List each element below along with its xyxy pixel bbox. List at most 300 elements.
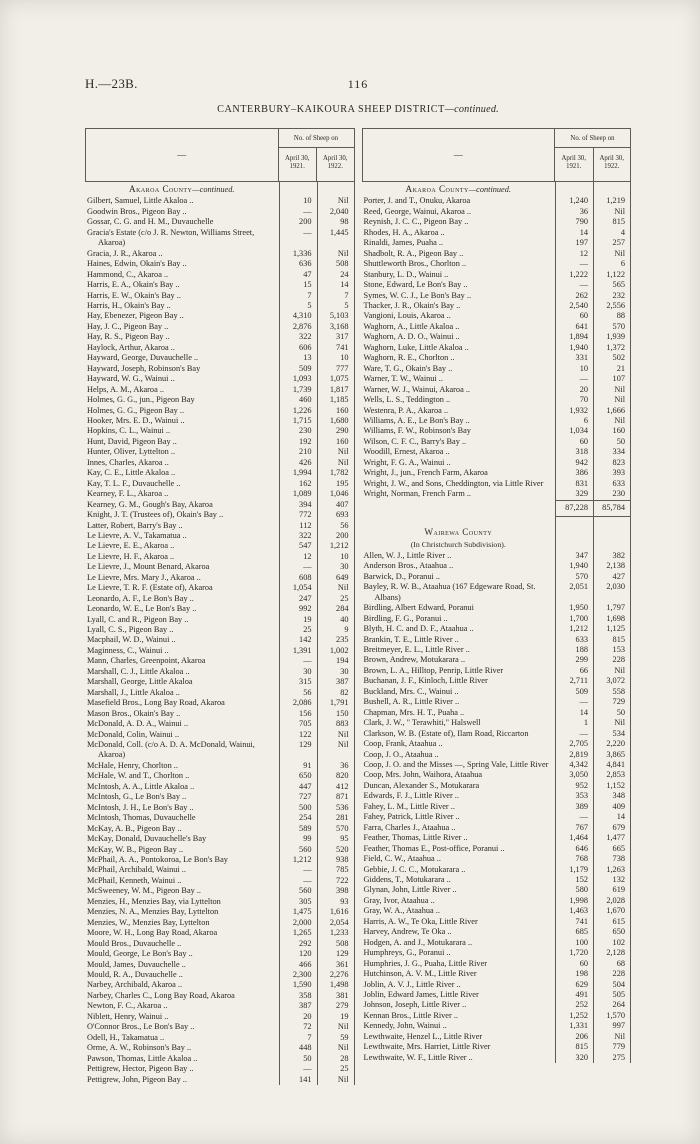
owner-name: Mould Bros., Duvauchelle .. [87, 938, 182, 948]
owner-name: McPhail, Archibald, Wainui .. [87, 865, 186, 875]
sheep-1921: 1,179 [555, 865, 593, 875]
sheep-1922-cell [593, 182, 631, 196]
owner-name: Le Lievre, E. E., Akaroa .. [87, 541, 175, 551]
sheep-1921: 1,464 [555, 833, 593, 843]
sheep-1921: 831 [555, 479, 593, 489]
table-row [85, 207, 355, 217]
sheep-1922: 508 [317, 259, 355, 269]
sheep-1921: 1,240 [555, 196, 593, 206]
sheep-1922: 4,841 [593, 760, 631, 770]
sheep-1921: — [279, 228, 317, 249]
table-row [85, 855, 355, 865]
owner-name: Barwick, D., Poranui .. [363, 571, 441, 581]
paper-reference: H.—23B. [85, 76, 138, 91]
sheep-1922: 409 [593, 802, 631, 812]
sheep-1922: 50 [593, 437, 631, 447]
sheep-1922: 693 [317, 510, 355, 520]
table-row [85, 991, 355, 1001]
owner-name: Wright, J. W., and Sons, Cheddington, via Little River [363, 478, 544, 488]
sheep-1921: 2,000 [279, 918, 317, 928]
table-row [362, 666, 632, 676]
sheep-1922: 21 [593, 364, 631, 374]
owner-name: Stone, Edward, Le Bon's Bay .. [363, 280, 468, 290]
table-row [85, 562, 355, 572]
sheep-1922: 381 [317, 991, 355, 1001]
owner-name: Warner, W. J., Wainui, Akaroa .. [363, 384, 470, 394]
owner-name: McKay, Donald, Duvauchelle's Bay [87, 834, 207, 844]
sheep-1922: 24 [317, 270, 355, 280]
col-header-1921: April 30, 1921. [284, 155, 310, 171]
sheep-1922: 14 [593, 812, 631, 822]
sheep-1922: 56 [317, 521, 355, 531]
owner-name: Macphail, W. D., Wainui .. [87, 635, 176, 645]
table-row [85, 949, 355, 959]
sheep-1922: 5 [317, 301, 355, 311]
owner-name: Hutchinson, A. V. M., Little River [363, 969, 477, 979]
table-row [85, 301, 355, 311]
table-columns [85, 128, 631, 1085]
owner-name: Harris, E. W., Okain's Bay .. [87, 290, 181, 300]
table-row [362, 437, 632, 447]
sheep-1922: 195 [317, 479, 355, 489]
owner-name: Kearney, F. L., Akaroa .. [87, 489, 169, 499]
table-row [85, 1054, 355, 1064]
sheep-1922: 558 [593, 687, 631, 697]
owner-name: Giddens, T., Motukarara .. [363, 875, 451, 884]
table-row [362, 1000, 632, 1010]
sheep-1922: 382 [593, 551, 631, 561]
sheep-1921: 547 [279, 541, 317, 551]
table-row [85, 740, 355, 761]
sheep-1922: 68 [593, 959, 631, 969]
owner-name: Hay, J. C., Pigeon Bay .. [87, 321, 169, 331]
table-row [85, 907, 355, 917]
table-row [85, 374, 355, 384]
table-row [85, 437, 355, 447]
sheep-1921: 197 [555, 238, 593, 248]
total-sheep-1921: 87,228 [555, 500, 593, 517]
sheep-1921: 1,932 [555, 406, 593, 416]
table-row [85, 1012, 355, 1022]
table-row [85, 426, 355, 436]
sheep-1922: 317 [317, 332, 355, 342]
owner-name: Gossar, C. G. and H. M., Duvauchelle [87, 217, 214, 227]
sheep-1921: 347 [555, 551, 593, 561]
sheep-1921: 262 [555, 291, 593, 301]
sheep-1921: 322 [279, 531, 317, 541]
table-row [362, 802, 632, 812]
owner-name: Shadbolt, R. A., Pigeon Bay .. [363, 248, 464, 258]
owner-name: Pettigrew, Hector, Pigeon Bay .. [87, 1064, 194, 1074]
table-row [85, 468, 355, 478]
sheep-1921: 12 [555, 249, 593, 259]
owner-name: Hodgen, A. and J., Motukarara .. [363, 937, 473, 947]
sheep-1921: — [555, 812, 593, 822]
sheep-1922: 284 [317, 604, 355, 614]
owner-name: Lyall, C. S., Pigeon Bay .. [87, 625, 174, 635]
sheep-1922: Nil [317, 196, 355, 206]
sheep-1921: 942 [555, 458, 593, 468]
sheep-1921: 741 [555, 917, 593, 927]
table-row [85, 531, 355, 541]
table-row [85, 447, 355, 457]
sheep-1921: 650 [279, 771, 317, 781]
sheep-1922-cell [317, 182, 355, 196]
owner-name: Mould, R. A., Duvauchelle .. [87, 969, 183, 979]
sheep-1921: 100 [555, 938, 593, 948]
sheep-1921: 1,475 [279, 907, 317, 917]
owner-name: Gebbie, J. C. C., Motukarara .. [363, 864, 466, 874]
sheep-1921: 2,300 [279, 970, 317, 980]
sheep-1922: 3,072 [593, 676, 631, 686]
owner-name: Field, C. W., Ataahua .. [363, 854, 441, 864]
sheep-1921: — [555, 729, 593, 739]
owner-name: Breitmeyer, E. L., Little River .. [363, 645, 470, 655]
sheep-1921: 14 [555, 228, 593, 238]
sheep-1922: 2,028 [593, 896, 631, 906]
sheep-1921: 141 [279, 1075, 317, 1085]
owner-name: Reed, George, Wainui, Akaroa .. [363, 206, 472, 216]
table-row [85, 656, 355, 666]
right-column [362, 128, 632, 1085]
owner-name: Kay, T. L. F., Duvauchelle .. [87, 478, 181, 488]
sheep-1921: 299 [555, 655, 593, 665]
sheep-1922: Nil [593, 666, 631, 676]
sheep-1922: 1,233 [317, 928, 355, 938]
section-title: Akaroa County [129, 184, 193, 194]
table-row [85, 406, 355, 416]
sheep-1922: 505 [593, 990, 631, 1000]
table-row [85, 1043, 355, 1053]
table-row [362, 228, 632, 238]
owner-name: Coop, J. O. and the Misses —, Spring Vale, Little River [363, 760, 549, 770]
table-row [85, 677, 355, 687]
sheep-1921: 767 [555, 823, 593, 833]
owner-name: Mould, George, Le Bon's Bay .. [87, 949, 193, 959]
owner-name: Waghorn, R. E., Chorlton .. [363, 353, 455, 363]
table-row [362, 708, 632, 718]
owner-name: Humphries, J. G., Puaha, Little River [363, 958, 488, 968]
sheep-1922: 25 [317, 594, 355, 604]
table-row [362, 280, 632, 290]
owner-name: Marshall, J., Little Akaloa .. [87, 687, 180, 697]
table-row [85, 667, 355, 677]
sheep-1921: 570 [555, 572, 593, 582]
sheep-1922: 1,670 [593, 906, 631, 916]
table-row [85, 1022, 355, 1032]
table-row [85, 322, 355, 332]
sheep-1921: — [279, 876, 317, 886]
sheep-1921: 1,331 [555, 1021, 593, 1031]
sheep-1922: 570 [593, 322, 631, 332]
sheep-1921: 1,391 [279, 646, 317, 656]
table-row [362, 833, 632, 843]
sheep-1922: Nil [317, 1075, 355, 1085]
sheep-1922: 1,680 [317, 416, 355, 426]
owner-name: McKay, A. B., Pigeon Bay .. [87, 823, 182, 833]
table-row [362, 1053, 632, 1063]
table-row [85, 615, 355, 625]
owner-name: Anderson Bros., Ataahua .. [363, 561, 454, 571]
sheep-1921: 3,050 [555, 770, 593, 780]
sheep-1921: 112 [279, 521, 317, 531]
sheep-1922: 738 [593, 854, 631, 864]
table-row [362, 750, 632, 760]
sheep-1921: 768 [555, 854, 593, 864]
sheep-1921: 331 [555, 353, 593, 363]
owner-name: Kearney, G. M., Gough's Bay, Akaroa [87, 499, 213, 509]
sheep-1922: 1,002 [317, 646, 355, 656]
sheep-1921-cell [279, 182, 317, 196]
table-row [85, 541, 355, 551]
owner-name: Williams, A. E., Le Bon's Bay .. [363, 415, 470, 425]
table-row [362, 959, 632, 969]
sheep-1922: 98 [317, 217, 355, 227]
sheep-1921: 6 [555, 416, 593, 426]
sheep-1921: 509 [279, 364, 317, 374]
owner-name: Reynish, J. C. C., Pigeon Bay .. [363, 217, 469, 227]
table-row [85, 249, 355, 259]
owner-name: McDonald, Coll. (c/o A. D. A. McDonald, Wainui, Akaroa) [87, 740, 255, 760]
owner-name: Narbey, Archibald, Akaroa .. [87, 980, 183, 990]
table-row [362, 885, 632, 895]
sheep-1922: 1,125 [593, 624, 631, 634]
total-sheep-1922: 85,784 [593, 500, 631, 517]
owner-name: Niblett, Henry, Wainui .. [87, 1011, 169, 1021]
table-row [85, 782, 355, 792]
sheep-1922: 3,168 [317, 322, 355, 332]
sheep-1921: — [555, 280, 593, 290]
owner-name: Orme, A. W., Robinson's Bay .. [87, 1043, 192, 1053]
owner-name: Brown, Andrew, Motukarara .. [363, 655, 466, 665]
sheep-1922: 570 [317, 824, 355, 834]
table-row [85, 980, 355, 990]
sheep-1922: 871 [317, 792, 355, 802]
sheep-1922: 88 [593, 311, 631, 321]
sheep-1921: 2,711 [555, 676, 593, 686]
table-row [85, 1033, 355, 1043]
table-row [362, 906, 632, 916]
table-row [85, 385, 355, 395]
owner-name: Shuttleworth Bros., Chorlton .. [363, 259, 467, 269]
owner-name: Moore, W. H., Long Bay Road, Akaroa [87, 928, 218, 938]
sheep-1922: 815 [593, 635, 631, 645]
sheep-1922: 820 [317, 771, 355, 781]
page-number: 116 [347, 77, 369, 91]
owner-name: Humphreys, G., Poranui .. [363, 948, 451, 958]
sheep-1921: 210 [279, 447, 317, 457]
owner-name: McHale, W. and T., Chorlton .. [87, 771, 190, 781]
table-row [362, 207, 632, 217]
sheep-1922: 200 [317, 531, 355, 541]
section-title-cell [362, 182, 556, 196]
owner-name: Rhodes, H. A., Akaroa .. [363, 227, 445, 237]
sheep-1922: 1,212 [317, 541, 355, 551]
sheep-1922: Nil [593, 249, 631, 259]
owner-name: Wilson, C. F. C., Barry's Bay .. [363, 436, 467, 446]
table-row [85, 761, 355, 771]
sheep-1921: 1 [555, 718, 593, 728]
sheep-1921: 685 [555, 927, 593, 937]
sheep-1922: 997 [593, 1021, 631, 1031]
sheep-1922: 10 [317, 552, 355, 562]
table-row [85, 594, 355, 604]
sheep-1922: 1,075 [317, 374, 355, 384]
sheep-1921: 305 [279, 897, 317, 907]
sheep-1921: 60 [555, 311, 593, 321]
sheep-1922: 1,939 [593, 332, 631, 342]
sheep-1921: 66 [555, 666, 593, 676]
owner-name: O'Connor Bros., Le Bon's Bay .. [87, 1022, 195, 1032]
sheep-1922: 2,853 [593, 770, 631, 780]
date-headers [555, 148, 630, 181]
owner-name: Menzies, N. A., Menzies Bay, Lyttelton [87, 907, 219, 917]
table-row [362, 896, 632, 906]
section-title-cell [85, 182, 279, 196]
table-row [85, 395, 355, 405]
sheep-1922-cell [593, 517, 631, 551]
table-row [362, 1032, 632, 1042]
sheep-1921: 1,089 [279, 489, 317, 499]
sheep-1921: 25 [279, 625, 317, 635]
sheep-1921: 1,463 [555, 906, 593, 916]
sheep-1921: 12 [279, 552, 317, 562]
sheep-1922: 107 [593, 374, 631, 384]
table-row [362, 447, 632, 457]
owner-name: Clarkson, W. B. (Estate of), Ilam Road, Riccarton [363, 728, 529, 738]
table-row [362, 624, 632, 634]
sheep-1921: 790 [555, 217, 593, 227]
sheep-1922: 93 [317, 897, 355, 907]
owner-name: McHale, Henry, Chorlton .. [87, 760, 178, 770]
table-row [362, 823, 632, 833]
owner-name: McIntosh, J. H., Le Bon's Bay .. [87, 802, 194, 812]
table-body-left [85, 182, 355, 1085]
sheep-1922: 275 [593, 1053, 631, 1063]
table-row [362, 655, 632, 665]
sheep-1922: 777 [317, 364, 355, 374]
table-row [362, 385, 632, 395]
sheep-1921-cell [555, 517, 593, 551]
table-row [85, 510, 355, 520]
page-title-main: CANTERBURY–KAIKOURA SHEEP DISTRICT [217, 104, 445, 115]
page-title [85, 104, 631, 115]
table-row [362, 1021, 632, 1031]
sheep-1922: 2,556 [593, 301, 631, 311]
table-header-right [362, 128, 632, 182]
owner-name: Le Lievre, Mrs. Mary J., Akaroa .. [87, 572, 201, 582]
sheep-1922: 232 [593, 291, 631, 301]
sheep-1921: 460 [279, 395, 317, 405]
sheep-1922: 95 [317, 834, 355, 844]
section-title: Wairewa County [424, 527, 493, 538]
sheep-1921: 10 [279, 196, 317, 206]
sheep-1922: 393 [593, 468, 631, 478]
table-row [85, 604, 355, 614]
sheep-group-label: No. of Sheep on [279, 129, 354, 148]
owner-name: McIntosh, A. A., Little Akaloa .. [87, 781, 195, 791]
sheep-1921: 772 [279, 510, 317, 520]
owner-name: Odell, H., Takamatua .. [87, 1032, 165, 1042]
sheep-1922: 348 [593, 791, 631, 801]
owner-name: Hammond, C., Akaroa .. [87, 269, 169, 279]
table-row [85, 196, 355, 206]
table-row [85, 416, 355, 426]
table-row [362, 311, 632, 321]
table-row [362, 551, 632, 561]
sheep-1921: 20 [555, 385, 593, 395]
sheep-1921: 560 [279, 886, 317, 896]
table-row [85, 332, 355, 342]
sheep-1921: 705 [279, 719, 317, 729]
sheep-1921-cell [555, 182, 593, 196]
sheep-1921: 633 [555, 635, 593, 645]
owner-name: Harris, A. W., Te Oka, Little River [363, 916, 478, 926]
sheep-1921: 156 [279, 709, 317, 719]
sheep-1922: 665 [593, 844, 631, 854]
sheep-1921: 152 [555, 875, 593, 885]
table-row [85, 228, 355, 249]
table-row [362, 917, 632, 927]
section-title-cell [362, 517, 556, 551]
section-subtitle: (In Christchurch Subdivision). [410, 539, 506, 549]
owner-name: Haines, Edwin, Okain's Bay .. [87, 259, 187, 269]
table-row [85, 635, 355, 645]
table-row [85, 259, 355, 269]
owner-name: Gracia, J. R., Akaroa .. [87, 248, 163, 258]
sheep-1921: — [279, 562, 317, 572]
sheep-1922: 785 [317, 865, 355, 875]
table-row [85, 803, 355, 813]
owner-name: Coop, Mrs. John, Waihora, Ataahua [363, 770, 483, 780]
sheep-1922: Nil [317, 1043, 355, 1053]
owner-name: Pettigrew, John, Pigeon Bay .. [87, 1074, 187, 1084]
sheep-1922: 2,054 [317, 918, 355, 928]
sheep-1922: 565 [593, 280, 631, 290]
sheep-columns-header [554, 129, 630, 181]
sheep-1922: 279 [317, 1001, 355, 1011]
owner-name: Knight, J. T. (Trustees of), Okain's Bay .. [87, 510, 224, 520]
owner-name: Goodwin Bros., Pigeon Bay .. [87, 206, 187, 216]
sheep-1921: 952 [555, 781, 593, 791]
sheep-1921: 122 [279, 730, 317, 740]
sheep-1921: 60 [555, 437, 593, 447]
sheep-1921: 1,950 [555, 603, 593, 613]
table-row [362, 479, 632, 489]
owner-name: Joblin, Edward James, Little River [363, 989, 479, 999]
owner-name: Masefield Bros., Long Bay Road, Akaroa [87, 698, 225, 708]
sheep-1922: 883 [317, 719, 355, 729]
sheep-1922: 2,128 [593, 948, 631, 958]
sheep-1921: 322 [279, 332, 317, 342]
sheep-1922: 9 [317, 625, 355, 635]
owner-name: Holmes, G. G., Pigeon Bay .. [87, 405, 185, 415]
owner-name: Wright, J., jun., French Farm, Akaroa [363, 468, 488, 478]
table-row [362, 791, 632, 801]
table-row [85, 1001, 355, 1011]
table-row [362, 865, 632, 875]
owner-name: Feather, Thomas, Little River .. [363, 833, 468, 843]
table-row [362, 406, 632, 416]
owner-name: Hay, R. S., Pigeon Bay .. [87, 332, 170, 342]
sheep-1922: 633 [593, 479, 631, 489]
sheep-1922: 504 [593, 980, 631, 990]
table-row [362, 770, 632, 780]
sheep-1921: 448 [279, 1043, 317, 1053]
sheep-1921: 1,265 [279, 928, 317, 938]
sheep-1922: 10 [317, 353, 355, 363]
table-row [362, 844, 632, 854]
